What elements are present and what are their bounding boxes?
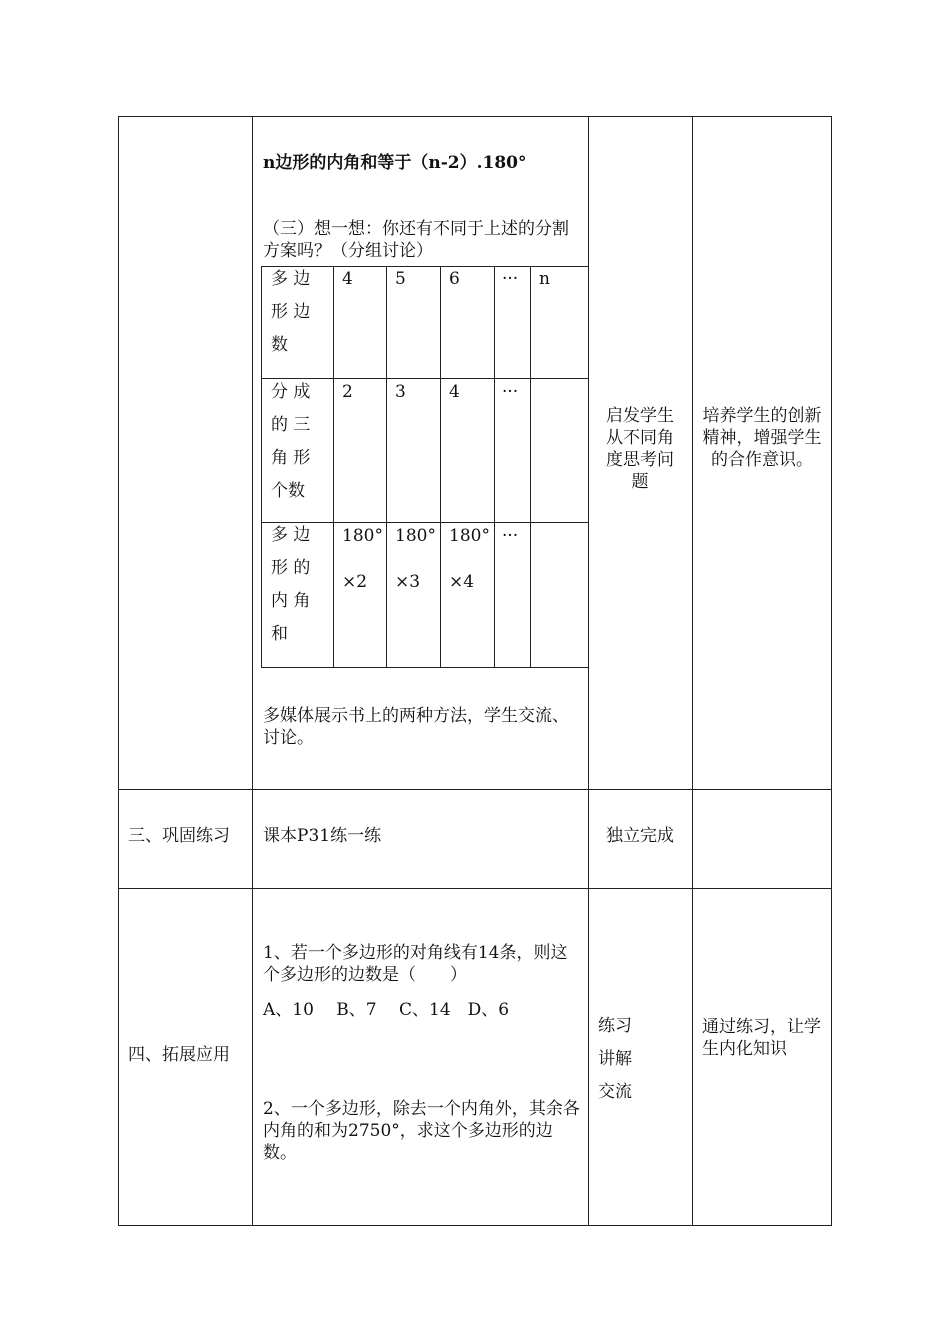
inner-col-4	[494, 266, 495, 668]
col-divider-1	[252, 116, 253, 1226]
table-border-top	[118, 116, 832, 117]
stage-label-consolidation: 三、巩固练习	[128, 826, 230, 846]
student-activity-row3: 练习 讲解 交流	[598, 1016, 632, 1102]
inner-col-0	[261, 266, 262, 668]
table-border-bottom	[118, 1225, 832, 1226]
row-divider-2	[118, 888, 832, 889]
textbook-exercise: 课本P31练一练	[263, 826, 382, 846]
inner-label-triangles: 分 成 的 三 角 形 个数	[271, 382, 311, 501]
table-cell: 2	[342, 382, 353, 402]
table-cell: 180° ×4	[449, 526, 490, 592]
question-1-options: A、10 B、7 C、14 D、6	[263, 1000, 510, 1020]
table-border-left	[118, 116, 119, 1226]
row-divider-1	[118, 789, 832, 790]
think-prompt: （三）想一想：你还有不同于上述的分割方案吗？（分组讨论）	[263, 219, 569, 261]
inner-col-2	[386, 266, 387, 668]
table-cell: 180° ×2	[342, 526, 383, 592]
inner-label-sides: 多 边 形 边 数	[271, 269, 311, 355]
multimedia-note: 多媒体展示书上的两种方法，学生交流、讨论。	[263, 706, 569, 748]
table-cell: 6	[449, 269, 460, 289]
question-1: 1、若一个多边形的对角线有14条，则这个多边形的边数是（ ）	[263, 943, 568, 985]
col-divider-3	[692, 116, 693, 1226]
inner-col-5	[530, 266, 531, 668]
inner-label-angle-sum: 多 边 形 的 内 角 和	[271, 525, 311, 644]
polygon-angle-formula: n边形的内角和等于（n-2）.180°	[263, 153, 527, 173]
table-cell: ···	[502, 269, 519, 289]
col-divider-2	[588, 116, 589, 1226]
student-activity-row2: 独立完成	[606, 826, 674, 846]
table-cell: ···	[502, 526, 519, 546]
student-activity-row1: 启发学生从不同角度思考问题	[606, 406, 674, 492]
table-cell: n	[539, 269, 550, 289]
question-2: 2、一个多边形，除去一个内角外，其余各内角的和为2750°，求这个多边形的边数。	[263, 1099, 580, 1163]
table-cell: ···	[502, 382, 519, 402]
table-cell: 5	[395, 269, 406, 289]
table-cell: 4	[449, 382, 460, 402]
inner-col-1	[333, 266, 334, 668]
table-cell: 180° ×3	[395, 526, 436, 592]
design-intent-row1: 培养学生的创新精神，增强学生的合作意识。	[702, 406, 822, 470]
design-intent-row3: 通过练习，让学生内化知识	[702, 1017, 821, 1059]
inner-col-3	[440, 266, 441, 668]
stage-label-extension: 四、拓展应用	[128, 1045, 230, 1065]
table-cell: 3	[395, 382, 406, 402]
table-border-right	[831, 116, 832, 1226]
inner-table-bottom	[261, 667, 588, 668]
table-cell: 4	[342, 269, 353, 289]
